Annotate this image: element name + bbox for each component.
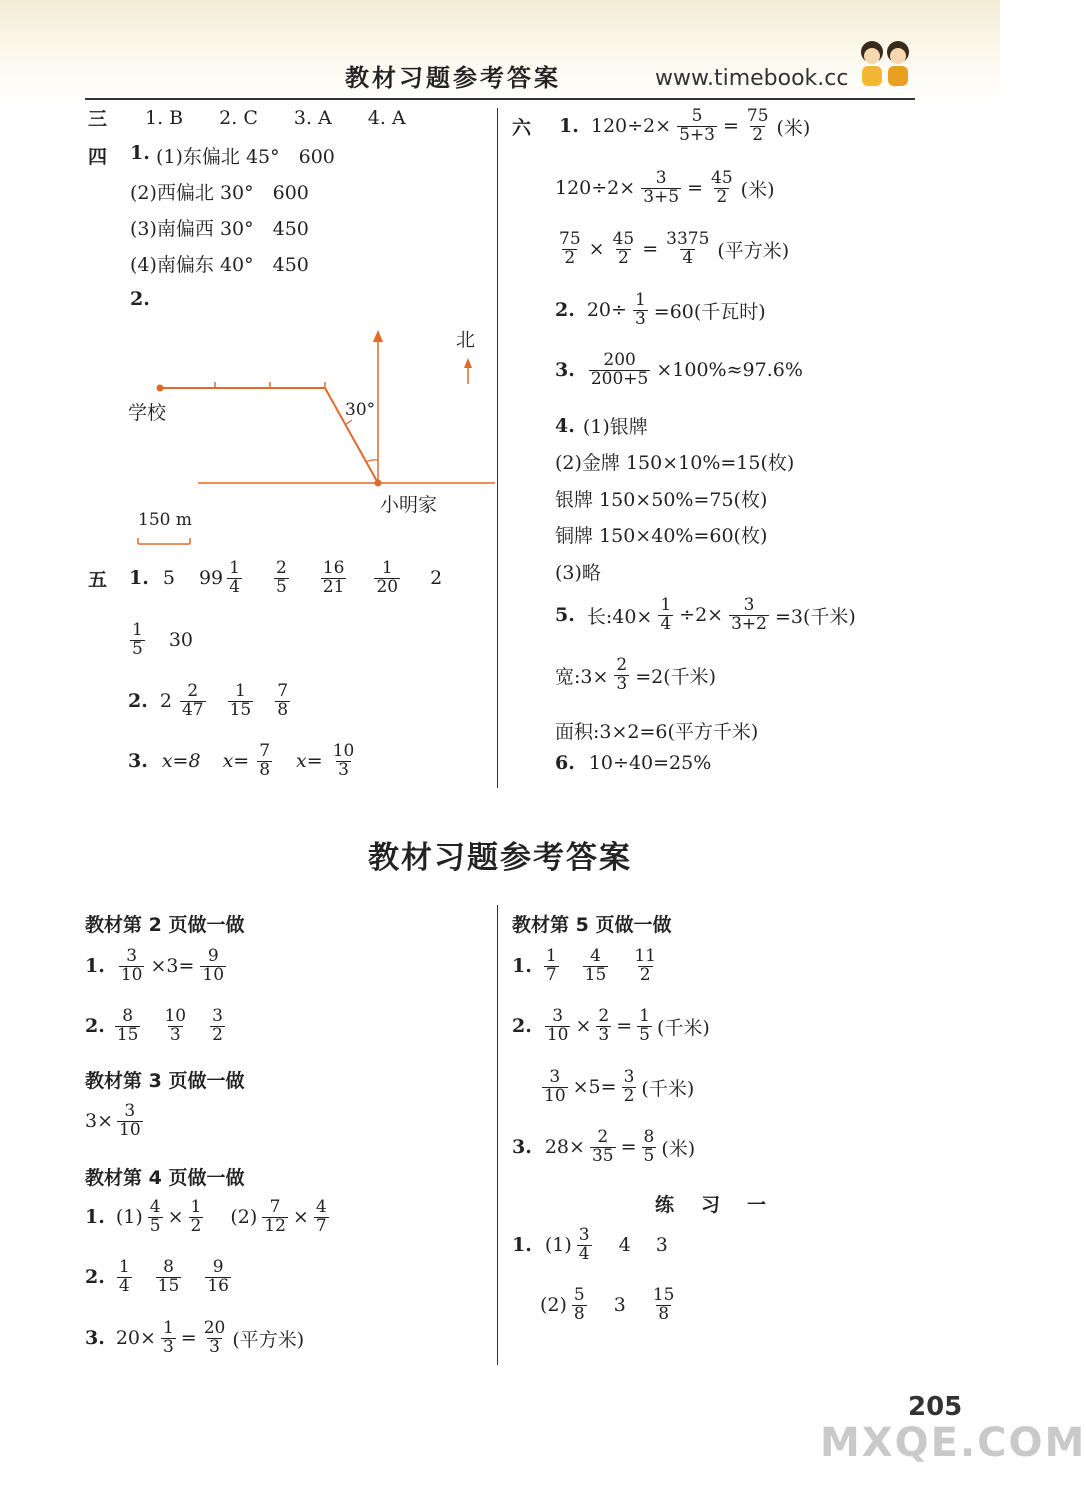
liu-q5-frac-b: $\frac{3}{3+2}$ (731, 595, 767, 634)
liu-q5-area: 面积:3×2=6(平方千米) (555, 721, 759, 743)
exercise-q1b-a: 3 (613, 1294, 626, 1317)
wu-q2-b-frac: $\frac{1}{15}$ (229, 681, 252, 720)
liu-q1-l3-result: $\frac{3375}{4}$ (666, 229, 710, 268)
page2-q2-number: 2. (85, 1015, 105, 1038)
liu-q4-part-3: 银牌 150×50%=75(枚) (555, 489, 768, 511)
page4-q2 (85, 1259, 233, 1296)
wu-q3-c-prefix: x= (296, 750, 323, 773)
liu-q5-width-frac: $\frac{2}{3}$ (616, 655, 628, 694)
page5-q2b-mid: ×5= (572, 1076, 617, 1099)
page4-q1-part1: (1) (115, 1206, 143, 1229)
liu-q5-length-prefix: 长:40× (586, 605, 653, 628)
liu-q5-width-result: =2(千米) (635, 665, 717, 688)
section-title: 教材习题参考答案 (368, 840, 632, 876)
page2-q2-frac-b: $\frac{10}{3}$ (164, 1006, 187, 1045)
page4-q3-frac: $\frac{1}{3}$ (162, 1318, 174, 1357)
si-line-1: (1)东偏北 45° 600 (156, 146, 335, 168)
page4-q3-eq: = (180, 1327, 197, 1350)
exercise-q1b-frac-c: $\frac{15}{8}$ (652, 1285, 675, 1324)
liu-q4-number: 4. (555, 414, 575, 437)
si-q1-number: 1. (130, 142, 150, 164)
liu-q1-l2-prefix: 120÷2× (555, 177, 636, 200)
liu-q1-l1-result: $\frac{75}{2}$ (746, 106, 769, 145)
si-line-4: (4)南偏东 40° 450 (130, 254, 309, 276)
exercise-q1-part2: (2) (540, 1294, 567, 1317)
liu-q2-result: =60(千瓦时) (653, 300, 766, 323)
page5-q2-unit: (千米) (656, 1016, 710, 1039)
page3-prefix: 3× (85, 1110, 114, 1133)
liu-q4-part-1: (1)银牌 (582, 416, 648, 438)
page4-q3-number: 3. (85, 1327, 105, 1350)
page4-q2-frac-a: $\frac{1}{4}$ (118, 1257, 130, 1296)
page5-q3 (512, 1129, 695, 1166)
answer-san (88, 104, 406, 131)
liu-q3-result: ×100%≈97.6% (656, 359, 803, 382)
exercise-q1-part1: (1) (544, 1234, 572, 1257)
exercise-q1b-frac: $\frac{5}{8}$ (573, 1285, 585, 1324)
liu-q1-l2-frac: $\frac{3}{3+5}$ (643, 168, 680, 207)
liu-q1-l3-frac-a: $\frac{75}{2}$ (559, 229, 581, 268)
page5-q2-frac-a: $\frac{3}{10}$ (546, 1006, 569, 1045)
heading-page-3: 教材第 3 页做一做 (85, 1070, 245, 1092)
header-title: 教材习题参考答案 (345, 64, 561, 92)
liu-q1-l1-prefix: 120÷2× (590, 115, 672, 138)
page4-q1-frac-b: $\frac{1}{2}$ (190, 1197, 202, 1236)
diagram-home-label: 小明家 (380, 494, 438, 516)
heading-page-4: 教材第 4 页做一做 (85, 1167, 245, 1189)
section-label-san: 三 (88, 108, 108, 130)
wu-q1-number: 1. (129, 567, 149, 590)
exercise-title: 练 习 一 (655, 1194, 771, 1216)
page2-q1-mid: ×3= (150, 955, 195, 978)
column-divider-bottom (497, 905, 498, 1365)
liu-q1-number: 1. (559, 115, 579, 138)
liu-q4-part-4: 铜牌 150×40%=60(枚) (555, 525, 768, 547)
exercise-q1-number: 1. (512, 1234, 532, 1257)
liu-q4-part-2: (2)金牌 150×10%=15(枚) (555, 452, 795, 474)
wu-q3-row (128, 743, 358, 780)
page5-q1-frac-c: $\frac{11}{2}$ (634, 946, 656, 985)
liu-q3-number: 3. (555, 359, 575, 382)
liu-q1-line-2 (555, 170, 774, 207)
liu-q3-frac: $\frac{200}{200+5}$ (590, 350, 649, 389)
liu-q1-l2-unit: (米) (740, 178, 775, 201)
si-line-2: (2)西偏北 30° 600 (130, 182, 309, 204)
liu-q1-l3-times: × (588, 238, 605, 261)
wu-q2-c-frac: $\frac{7}{8}$ (277, 681, 289, 720)
liu-q1-l1-frac: $\frac{5}{5+3}$ (679, 106, 715, 145)
page5-q2-line-2 (540, 1069, 694, 1106)
san-item-2: 2. C (219, 106, 258, 129)
section-label-wu: 五 (88, 568, 108, 591)
liu-q1-line-1 (512, 108, 810, 145)
exercise-q1-frac: $\frac{3}{4}$ (578, 1225, 590, 1264)
page4-q1 (85, 1199, 331, 1236)
liu-q6-answer: 10÷40=25% (588, 752, 712, 774)
wu-q1-f: 2 (430, 567, 443, 590)
liu-q5-frac-a: $\frac{1}{4}$ (660, 595, 672, 634)
diagram-north-label: 北 (456, 329, 476, 351)
si-line-3: (3)南偏西 30° 450 (130, 218, 309, 240)
wu-q1-c-frac: $\frac{2}{5}$ (275, 558, 287, 597)
diagram-scale-label: 150 m (138, 510, 192, 530)
header-rule (85, 98, 915, 100)
section-label-liu: 六 (512, 116, 532, 139)
page5-q3-unit: (米) (661, 1137, 696, 1160)
liu-q5-line-2 (555, 657, 716, 694)
wu-q3-b-prefix: x= (222, 750, 250, 773)
page5-q3-result: $\frac{8}{5}$ (643, 1127, 655, 1166)
page5-q2-result: $\frac{1}{5}$ (639, 1006, 650, 1045)
wu-q1-b-frac: $\frac{1}{4}$ (229, 558, 240, 597)
page4-q3-prefix: 20× (115, 1327, 156, 1350)
exercise-q1-b: 3 (655, 1234, 668, 1257)
heading-page-5: 教材第 5 页做一做 (512, 914, 672, 936)
liu-q1-l3-eq: = (642, 238, 659, 261)
page4-q1-times-1: × (167, 1206, 184, 1229)
page4-q1-part2: (2) (230, 1206, 258, 1229)
page5-q2-eq: = (616, 1015, 633, 1038)
liu-q2-prefix: 20÷ (586, 299, 627, 322)
page5-q1-frac-a: $\frac{1}{7}$ (545, 946, 557, 985)
wu-q2-row (128, 683, 292, 720)
wu-q1-g-frac: $\frac{1}{5}$ (132, 620, 143, 659)
wu-q1-b-whole: 99 (198, 567, 224, 590)
liu-q1-l3-unit: (平方米) (717, 239, 790, 262)
page5-q1-number: 1. (512, 955, 532, 978)
header-url: www.timebook.cc (655, 66, 849, 91)
diagram-school-label: 学校 (128, 402, 167, 424)
page4-q2-number: 2. (85, 1266, 105, 1289)
wu-q3-c-frac: $\frac{10}{3}$ (332, 741, 355, 780)
liu-q5-mid: ÷2× (679, 604, 724, 627)
page2-q1-result: $\frac{9}{10}$ (202, 946, 225, 985)
liu-q1-l2-result: $\frac{45}{2}$ (711, 168, 733, 207)
liu-q1-l1-eq: = (722, 115, 739, 138)
heading-page-2: 教材第 2 页做一做 (85, 914, 245, 936)
page-number: 205 (908, 1392, 963, 1422)
page5-q2-line-1 (512, 1008, 710, 1045)
page4-q1-times-2: × (292, 1206, 309, 1229)
liu-q1-l3-frac-b: $\frac{45}{2}$ (612, 229, 635, 268)
section-label-si: 四 (88, 146, 108, 168)
kids-logo-icon (850, 30, 920, 98)
wu-q1-d-frac: $\frac{16}{21}$ (322, 558, 345, 597)
page4-q2-frac-b: $\frac{8}{15}$ (157, 1257, 180, 1296)
liu-q5-line-1 (555, 597, 856, 634)
wu-q3-b-frac: $\frac{7}{8}$ (259, 741, 271, 780)
exercise-q1-line-2 (540, 1287, 678, 1324)
liu-q4-line-1 (555, 412, 648, 439)
wu-q1-e-frac: $\frac{1}{20}$ (376, 558, 399, 597)
page4-q2-frac-c: $\frac{9}{16}$ (207, 1257, 229, 1296)
exercise-q1-line-1 (512, 1227, 668, 1264)
san-item-1: 1. B (145, 106, 184, 129)
liu-q1-line-3 (555, 231, 789, 268)
page5-q3-prefix: 28× (544, 1136, 585, 1159)
page5-q2-frac-b: $\frac{2}{3}$ (598, 1006, 610, 1045)
page2-q1-number: 1. (85, 955, 105, 978)
si-q2-number: 2. (130, 288, 150, 310)
page5-q1-frac-b: $\frac{4}{15}$ (584, 946, 607, 985)
page5-q2b-result: $\frac{3}{2}$ (623, 1067, 635, 1106)
page2-q2-frac-a: $\frac{8}{15}$ (116, 1006, 139, 1045)
page5-q2-number: 2. (512, 1015, 532, 1038)
page5-q2b-frac: $\frac{3}{10}$ (544, 1067, 566, 1106)
page5-q3-frac: $\frac{2}{35}$ (591, 1127, 614, 1166)
wu-q3-a: x=8 (161, 750, 201, 773)
liu-q5-length-result: =3(千米) (775, 605, 856, 628)
page2-q2 (85, 1008, 227, 1045)
page3-answer (85, 1103, 145, 1140)
san-item-3: 3. A (293, 106, 332, 129)
wu-q2-a-whole: 2 (159, 690, 172, 713)
liu-q1-l1-unit: (米) (776, 116, 811, 139)
wu-q1-h: 30 (168, 629, 194, 652)
liu-q2-line (555, 292, 766, 329)
diagram-angle-label: 30° (345, 400, 376, 420)
page2-q1-frac: $\frac{3}{10}$ (120, 946, 143, 985)
wu-q1-row-1 (88, 560, 442, 597)
page3-frac: $\frac{3}{10}$ (119, 1101, 141, 1140)
page4-q3-result: $\frac{20}{3}$ (203, 1318, 226, 1357)
wu-q1-a: 5 (162, 567, 175, 590)
page5-q3-number: 3. (512, 1136, 532, 1159)
liu-q1-l2-eq: = (687, 177, 704, 200)
page4-q1-frac-d: $\frac{4}{7}$ (315, 1197, 327, 1236)
page5-q2b-unit: (千米) (641, 1077, 695, 1100)
page5-q1 (512, 948, 660, 985)
liu-q3-line (555, 352, 803, 389)
liu-q2-number: 2. (555, 299, 575, 322)
wu-q2-number: 2. (128, 690, 148, 713)
page2-q2-frac-c: $\frac{3}{2}$ (212, 1006, 223, 1045)
page5-q3-eq: = (620, 1136, 637, 1159)
page5-q2-times: × (575, 1015, 592, 1038)
liu-q6-line (555, 752, 711, 774)
liu-q6-number: 6. (555, 752, 575, 774)
page4-q3 (85, 1320, 304, 1357)
san-item-4: 4. A (367, 106, 406, 129)
wu-q3-number: 3. (128, 750, 148, 773)
page4-q3-unit: (平方米) (232, 1328, 305, 1351)
page4-q1-frac-a: $\frac{4}{5}$ (149, 1197, 161, 1236)
wu-q1-row-2 (128, 622, 193, 659)
liu-q5-number: 5. (555, 604, 575, 627)
page2-q1 (85, 948, 228, 985)
liu-q5-width-prefix: 宽:3× (555, 665, 609, 688)
page4-q1-number: 1. (85, 1206, 105, 1229)
exercise-q1-a: 4 (618, 1234, 631, 1257)
liu-q2-frac: $\frac{1}{3}$ (634, 290, 646, 329)
wu-q2-a-frac: $\frac{2}{47}$ (181, 681, 204, 720)
liu-q4-part-5: (3)略 (555, 562, 601, 584)
page4-q1-frac-c: $\frac{7}{12}$ (264, 1197, 286, 1236)
watermark-text: MXQE.COM (820, 1420, 1086, 1466)
